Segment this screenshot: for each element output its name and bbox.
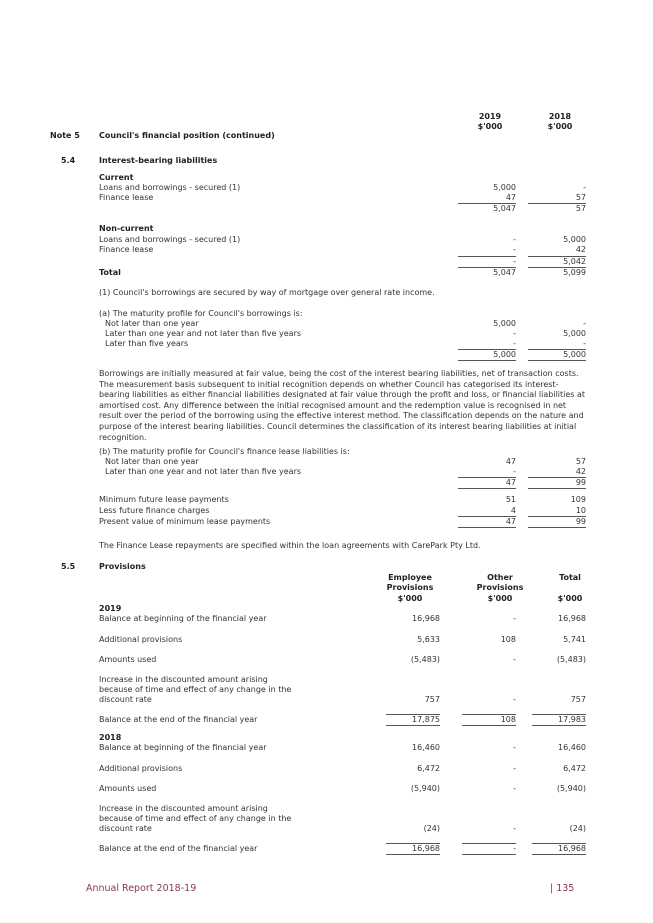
prov-oth: - <box>513 695 516 704</box>
prov-emp: (5,483) <box>410 655 440 664</box>
header-units-2018: $'000 <box>547 122 573 131</box>
current-row-label: Finance lease <box>99 193 154 202</box>
year-2019-label: 2019 <box>99 604 122 613</box>
prov-emp: 16,460 <box>412 743 440 752</box>
prov-row-label: Balance at the end of the financial year <box>99 715 258 724</box>
lease-row-2018: 99 <box>575 517 586 526</box>
prov-emp: 757 <box>424 695 440 704</box>
lease-row-label: Less future finance charges <box>99 506 210 515</box>
noncurrent-total-2018: 5,042 <box>563 257 586 266</box>
divider <box>386 854 440 855</box>
col-employee-line2: Provisions <box>386 583 434 592</box>
maturity-a-row-label: Later than one year and not later than five years <box>105 329 302 338</box>
noncurrent-row-2019: - <box>513 235 516 244</box>
lease-row-label: Minimum future lease payments <box>99 495 229 504</box>
divider <box>532 854 586 855</box>
prov-row-label: Increase in the discounted amount arising <box>99 675 268 684</box>
prov-row-label: Balance at the end of the financial year <box>99 844 258 853</box>
prov-emp: 6,472 <box>417 764 440 773</box>
prov-emp: (24) <box>423 824 440 833</box>
prov-emp: 5,633 <box>417 635 440 644</box>
divider <box>386 725 440 726</box>
footnote: (1) Council's borrowings are secured by way of mortgage over general rate income. <box>99 288 435 297</box>
col-employee-line1: Employee <box>388 573 432 582</box>
prov-row-label: Amounts used <box>99 655 157 664</box>
prov-tot: 757 <box>570 695 586 704</box>
maturity-a-row-label: Later than five years <box>105 339 189 348</box>
divider <box>462 725 516 726</box>
section-5-4-title: Interest-bearing liabilities <box>99 156 218 165</box>
prov-emp: 16,968 <box>412 844 440 853</box>
lease-row-2018: 10 <box>575 506 586 515</box>
prov-tot: 16,968 <box>558 844 586 853</box>
prov-oth: - <box>513 743 516 752</box>
noncurrent-row-2019: - <box>513 245 516 254</box>
prov-row-label: Amounts used <box>99 784 157 793</box>
maturity-b-row-2019: - <box>513 467 516 476</box>
section-5-5-title: Provisions <box>99 562 146 571</box>
header-units-2019: $'000 <box>477 122 503 131</box>
prov-tot: 5,741 <box>563 635 586 644</box>
col-other-line1: Other <box>487 573 513 582</box>
header-2019: 2019 <box>478 112 502 121</box>
prov-tot: 6,472 <box>563 764 586 773</box>
maturity-a-row-2018: 5,000 <box>563 329 586 338</box>
prov-oth: - <box>513 784 516 793</box>
noncurrent-row-2018: 5,000 <box>563 235 586 244</box>
prov-tot: (5,483) <box>556 655 586 664</box>
col-units: $'000 <box>397 594 423 603</box>
prov-row-label: because of time and effect of any change in the <box>99 685 292 694</box>
maturity-a-total-2019: 5,000 <box>493 350 516 359</box>
note-title: Council's financial position (continued) <box>99 131 275 140</box>
maturity-a-row-2019: - <box>513 329 516 338</box>
prov-row-label: Additional provisions <box>99 635 183 644</box>
lease-row-2018: 109 <box>570 495 586 504</box>
header-2018: 2018 <box>548 112 572 121</box>
noncurrent-row-2018: 42 <box>575 245 586 254</box>
lease-row-label: Present value of minimum lease payments <box>99 517 271 526</box>
col-other-line2: Provisions <box>476 583 524 592</box>
lease-row-2019: 4 <box>510 506 516 515</box>
note-number: Note 5 <box>50 131 80 140</box>
maturity-a-row-label: Not later than one year <box>105 319 199 328</box>
current-row-label: Loans and borrowings - secured (1) <box>99 183 241 192</box>
year-2018-label: 2018 <box>99 733 122 742</box>
maturity-b-title: (b) The maturity profile for Council's finance lease liabilities is: <box>99 447 350 456</box>
current-total-2018: 57 <box>575 204 586 213</box>
prov-emp: (5,940) <box>410 784 440 793</box>
footer-page-number: | 135 <box>550 883 575 894</box>
divider <box>462 854 516 855</box>
current-label: Current <box>99 173 134 182</box>
prov-tot: (24) <box>569 824 586 833</box>
prov-row-label: because of time and effect of any change in the <box>99 814 292 823</box>
prov-oth: - <box>513 824 516 833</box>
prov-tot: (5,940) <box>556 784 586 793</box>
current-row-2018: 57 <box>575 193 586 202</box>
prov-oth: - <box>513 764 516 773</box>
prov-row-label: Increase in the discounted amount arising <box>99 804 268 813</box>
current-row-2018: - <box>583 183 586 192</box>
maturity-a-row-2018: - <box>583 339 586 348</box>
maturity-b-total-2019: 47 <box>505 478 516 487</box>
divider <box>532 725 586 726</box>
footer-report-title: Annual Report 2018-19 <box>86 883 197 894</box>
maturity-a-row-2019: - <box>513 339 516 348</box>
total-2019: 5,047 <box>493 268 516 277</box>
divider <box>458 360 516 361</box>
prov-emp: 16,968 <box>412 614 440 623</box>
recognition-paragraph: Borrowings are initially measured at fair value, being the cost of the interest bearing liabilities, net of transaction costs. The measurement basis subsequent to initial recognition depends on whether Council has categorised its interest-bearing liabilities as either financial liabilities designated at fair value through the profit and loss, or financial liabilities at amortised cost. Any difference between the initial recognised amount and the redemption value is recognised in net result over the period of the borrowing using the effective interest method. The classification depends on the nature and purpose of the interest bearing liabilities. Council determines the classification of its interest bearing liabilities at initial recognition. <box>99 369 586 442</box>
maturity-b-row-2018: 42 <box>575 467 586 476</box>
maturity-a-row-2018: - <box>583 319 586 328</box>
prov-oth: 108 <box>500 635 516 644</box>
total-label: Total <box>99 268 121 277</box>
prov-row-label: discount rate <box>99 695 152 704</box>
noncurrent-row-label: Finance lease <box>99 245 154 254</box>
maturity-a-total-2018: 5,000 <box>563 350 586 359</box>
divider <box>528 360 586 361</box>
lease-row-2019: 51 <box>505 495 516 504</box>
divider <box>458 527 516 528</box>
col-total: Total <box>559 573 581 582</box>
section-5-5-number: 5.5 <box>61 562 76 571</box>
noncurrent-row-label: Loans and borrowings - secured (1) <box>99 235 241 244</box>
lease-row-2019: 47 <box>505 517 516 526</box>
maturity-b-row-2019: 47 <box>505 457 516 466</box>
prov-emp: 17,875 <box>412 715 440 724</box>
prov-tot: 16,968 <box>558 614 586 623</box>
current-row-2019: 5,000 <box>493 183 516 192</box>
maturity-a-row-2019: 5,000 <box>493 319 516 328</box>
maturity-a-title: (a) The maturity profile for Council's borrowings is: <box>99 309 303 318</box>
lease-note: The Finance Lease repayments are specified within the loan agreements with CarePark Pty Ltd. <box>99 541 481 550</box>
section-5-4-number: 5.4 <box>61 156 76 165</box>
prov-row-label: Balance at beginning of the financial year <box>99 614 267 623</box>
current-row-2019: 47 <box>505 193 516 202</box>
col-units: $'000 <box>557 594 583 603</box>
prov-tot: 17,983 <box>558 715 586 724</box>
total-2018: 5,099 <box>563 268 586 277</box>
noncurrent-label: Non-current <box>99 224 154 233</box>
prov-oth: - <box>513 614 516 623</box>
divider <box>458 488 516 489</box>
prov-oth: - <box>513 655 516 664</box>
prov-row-label: Balance at beginning of the financial year <box>99 743 267 752</box>
prov-row-label: discount rate <box>99 824 152 833</box>
maturity-b-row-2018: 57 <box>575 457 586 466</box>
maturity-b-row-label: Later than one year and not later than five years <box>105 467 302 476</box>
prov-row-label: Additional provisions <box>99 764 183 773</box>
col-units: $'000 <box>487 594 513 603</box>
maturity-b-total-2018: 99 <box>575 478 586 487</box>
current-total-2019: 5,047 <box>493 204 516 213</box>
prov-oth: - <box>513 844 516 853</box>
maturity-b-row-label: Not later than one year <box>105 457 199 466</box>
divider <box>528 488 586 489</box>
prov-oth: 108 <box>500 715 516 724</box>
divider <box>528 527 586 528</box>
prov-tot: 16,460 <box>558 743 586 752</box>
noncurrent-total-2019: - <box>513 257 516 266</box>
